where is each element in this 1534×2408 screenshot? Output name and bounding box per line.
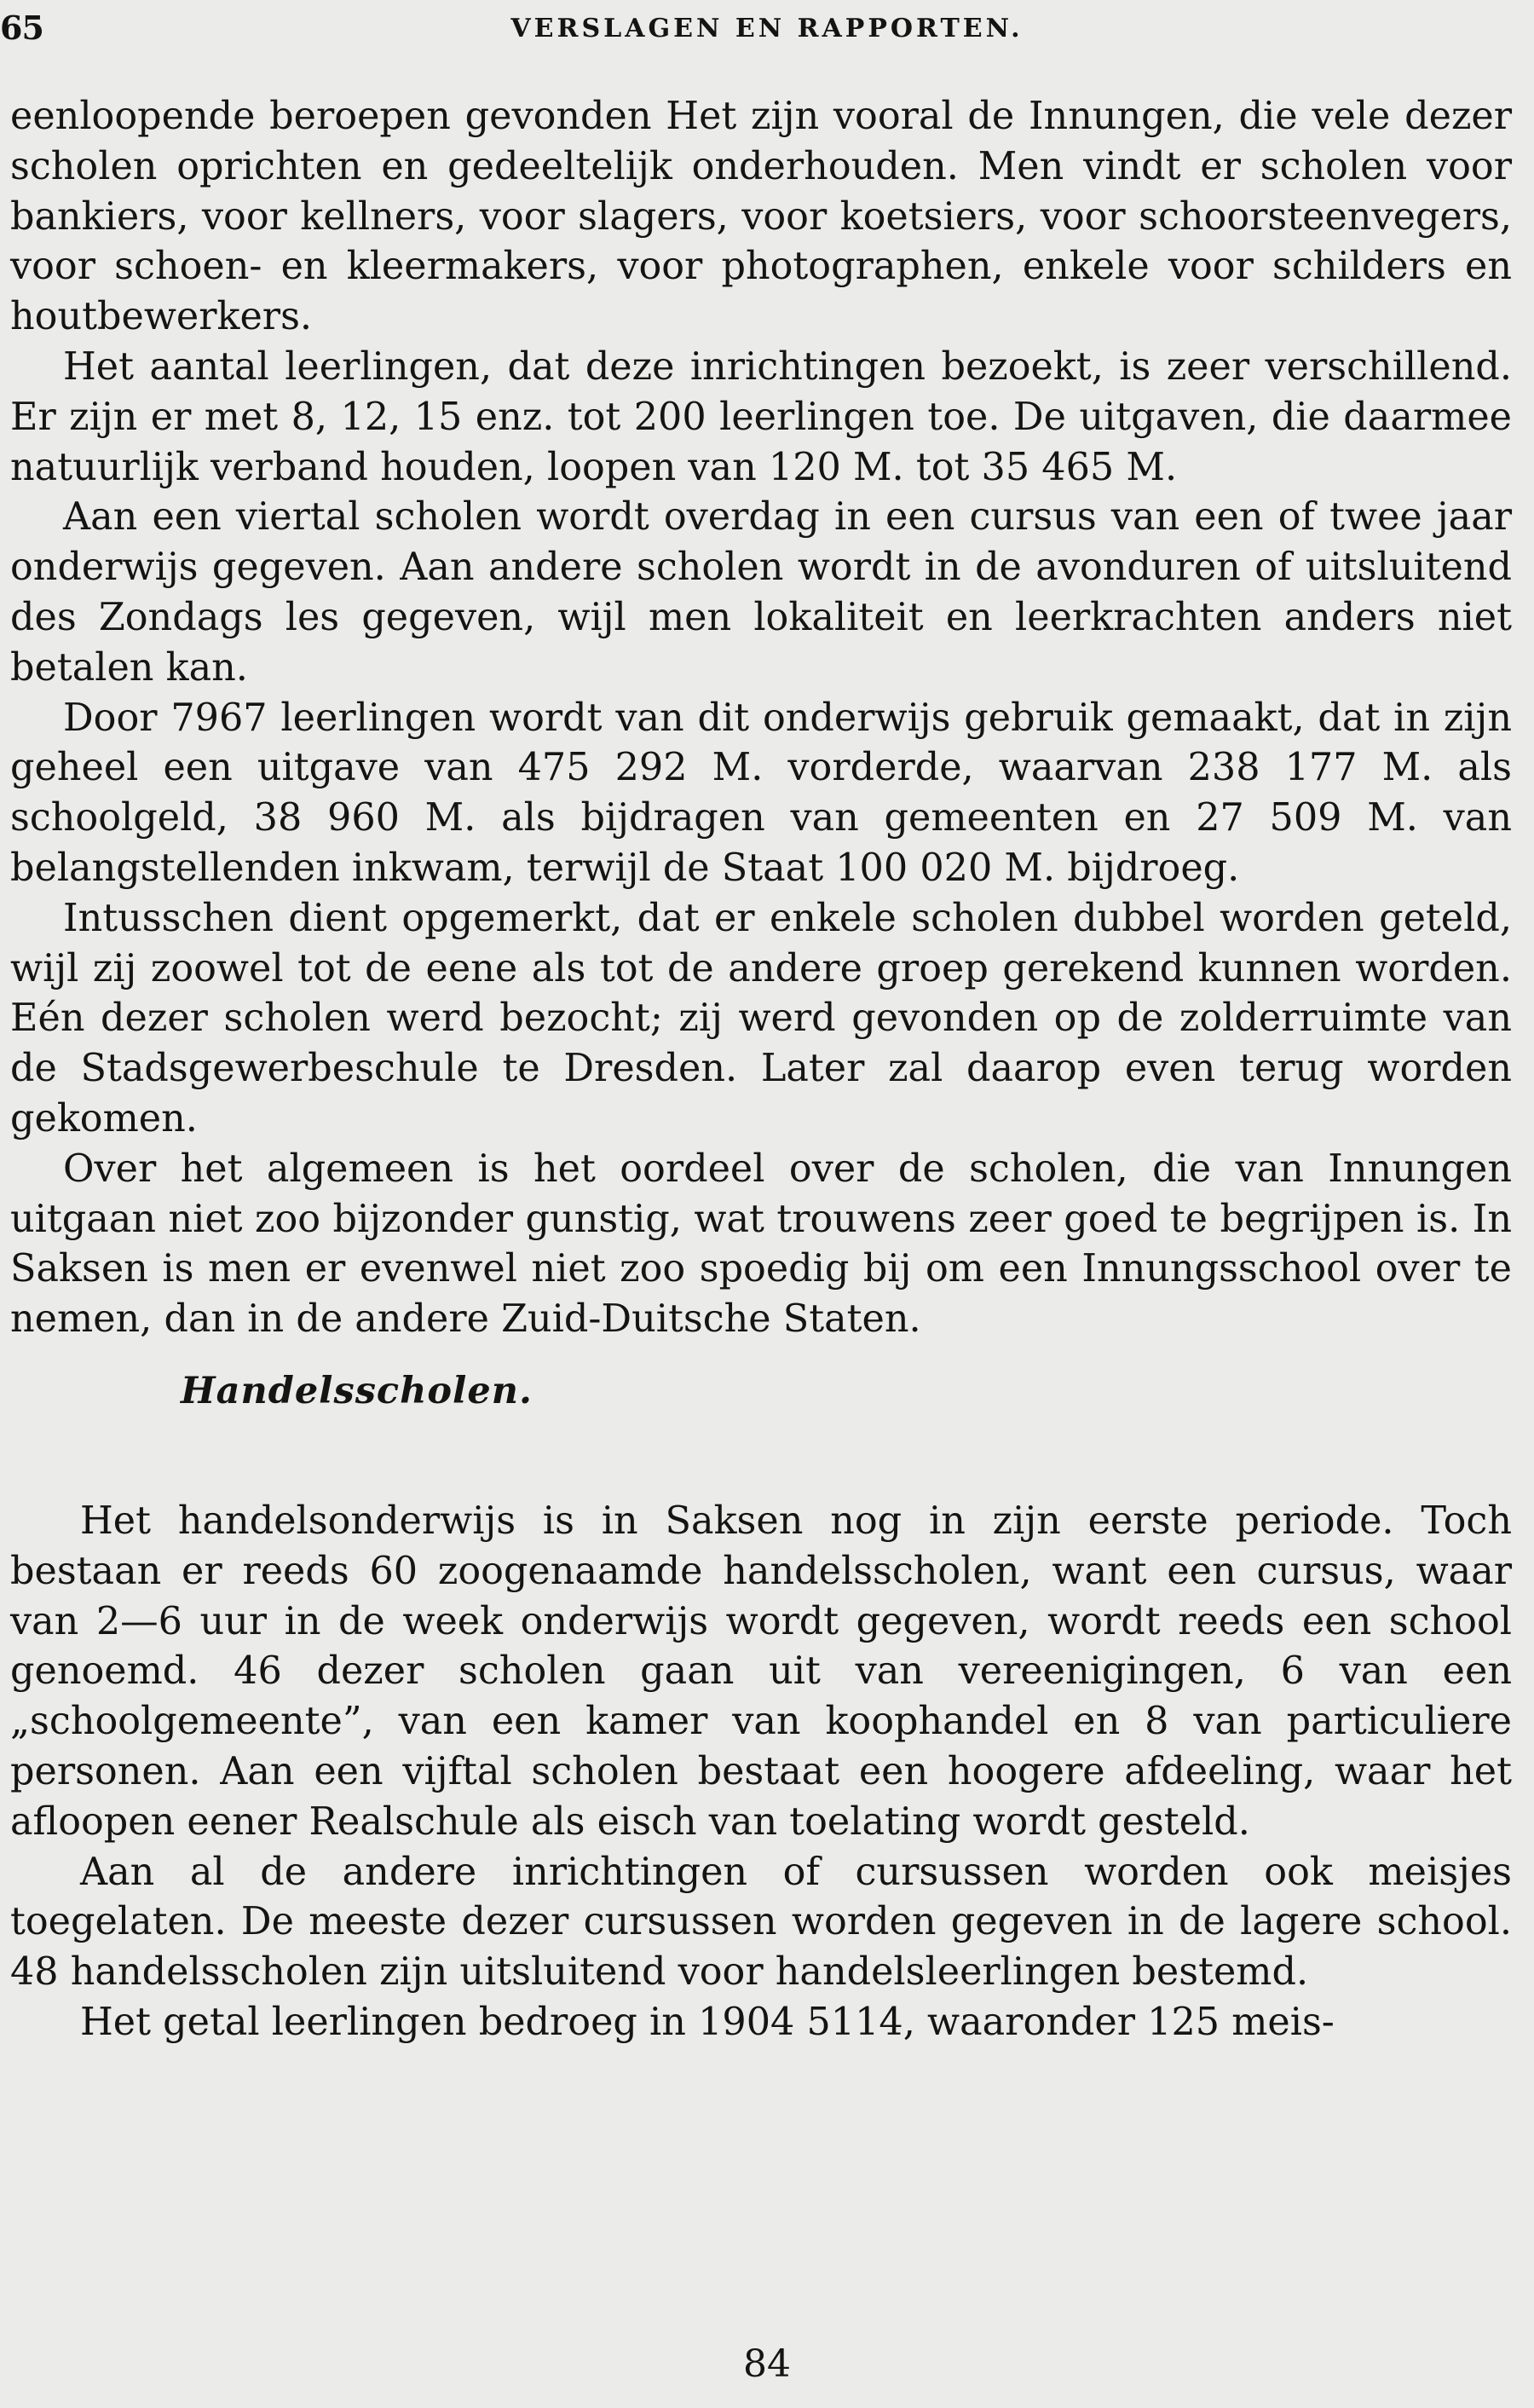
paragraph: Over het algemeen is het oordeel over de scholen, die van Innungen uitgaan niet zoo bijzonder gunstig, wat trouwens zeer goed te begrijpen is. In Saksen is men er evenwel niet zoo spoedig bij om een Innungsschool over te nemen, dan in de andere Zuid-Duitsche Staten. (10, 1146, 1512, 1342)
page-number: 65 (0, 9, 43, 47)
paragraph: eenloopende beroepen gevonden Het zijn vooral de Innungen, die vele dezer scholen oprichten en gedeeltelijk onderhouden. Men vindt er scholen voor bankiers, voor kellners, voor slagers, voor koetsiers, voor schoorsteenvegers, voor schoen- en kleermakers, voor photographen, enkele voor schilders en houtbewerkers. (10, 95, 1512, 339)
body-text (10, 92, 1512, 2048)
paragraph: Aan al de andere inrichtingen of cursussen worden ook meisjes toegelaten. De meeste dezer cursussen worden gegeven in de lagere school. 48 handelsscholen zijn uitsluitend voor handelsleerlingen bestemd. (10, 1850, 1512, 1995)
running-head: VERSLAGEN EN RAPPORTEN. (510, 14, 1024, 43)
paragraph: Het getal leerlingen bedroeg in 1904 5114, waaronder 125 meis- (80, 2000, 1335, 2044)
paragraph: Intusschen dient opgemerkt, dat er enkele scholen dubbel worden geteld, wijl zij zoowel tot de eene als tot de andere groep gerekend kunnen worden. Eén dezer scholen werd bezocht; zij werd gevonden op de zolderruimte van de Stadsgewerbeschule te Dresden. Later zal daarop even terug worden gekomen. (10, 896, 1512, 1140)
paragraph: Het handelsonderwijs is in Saksen nog in zijn eerste periode. Toch bestaan er reeds 60 zoogenaamde handelsscholen, want een cursus, waar van 2—6 uur in de week onderwijs wordt gegeven, wordt reeds een school genoemd. 46 dezer scholen gaan uit van vereenigingen, 6 van een „schoolgemeente”, van een kamer van koophandel en 8 van particuliere personen. Aan een vijftal scholen bestaat een hoogere afdeeling, waar het afloopen eener Realschule als eisch van toelating wordt gesteld. (10, 1499, 1512, 1844)
paragraph: Aan een viertal scholen wordt overdag in een cursus van een of twee jaar onderwijs gegeven. Aan andere scholen wordt in de avonduren of uitsluitend des Zondags les gegeven, wijl men lokaliteit en leerkrachten anders niet betalen kan. (10, 495, 1512, 690)
paragraph: Door 7967 leerlingen wordt van dit onderwijs gebruik gemaakt, dat in zijn geheel een uitgave van 475 292 M. vorderde, waarvan 238 177 M. als schoolgeld, 38 960 M. als bijdragen van gemeenten en 27 509 M. van belangstellenden inkwam, terwijl de Staat 100 020 M. bijdroeg. (10, 696, 1512, 890)
section-heading: Handelsscholen. (181, 1369, 533, 1412)
paragraph: Het aantal leerlingen, dat deze inrichtingen bezoekt, is zeer verschillend. Er zijn er met 8, 12, 15 enz. tot 200 leerlingen toe. De uitgaven, die daarmee natuurlijk verband houden, loopen van 120 M. tot 35 465 M. (10, 344, 1512, 489)
page-header (0, 9, 1534, 51)
folio-page-number: 84 (743, 2342, 791, 2386)
